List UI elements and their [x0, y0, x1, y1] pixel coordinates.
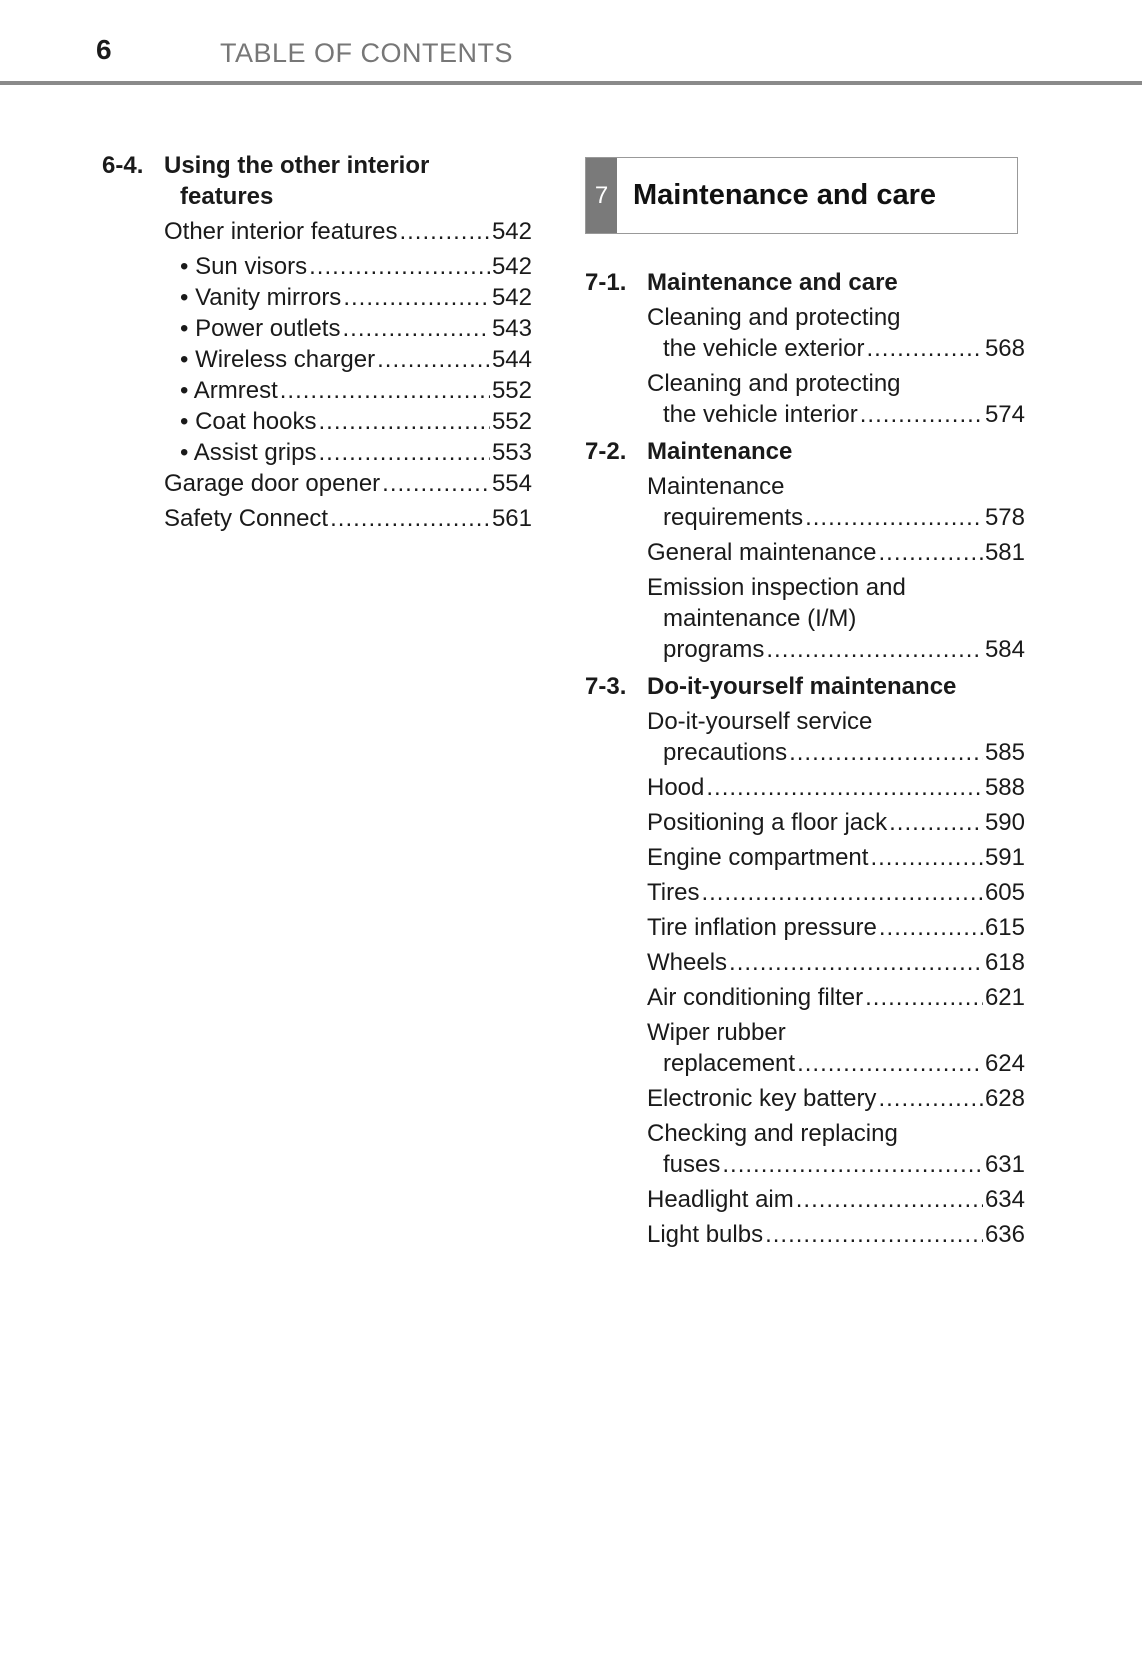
entry-text: fuses — [663, 1151, 721, 1178]
dot-leader — [701, 877, 983, 908]
page-number-ref: 542 — [491, 253, 532, 280]
toc-leader-line — [647, 842, 1025, 873]
toc-leader-line — [647, 912, 1025, 943]
section-number: 6-4. — [102, 152, 144, 179]
toc-entry[interactable] — [585, 706, 1025, 768]
entry-text: Air conditioning filter — [647, 984, 864, 1011]
section-number: 7-1. — [585, 269, 627, 296]
page-number: 6 — [96, 34, 112, 65]
dot-leader — [796, 1184, 983, 1215]
left-column — [102, 150, 532, 538]
toc-leader-line — [164, 503, 532, 534]
entry-text: Garage door opener — [164, 470, 381, 497]
dot-leader — [860, 399, 983, 430]
entry-text: • Armrest — [180, 377, 278, 404]
toc-entry[interactable] — [585, 368, 1025, 430]
entry-text: Electronic key battery — [647, 1085, 877, 1112]
section-title-line2: features — [180, 183, 274, 210]
page-number-ref: 605 — [984, 879, 1025, 906]
entry-text: • Sun visors — [180, 253, 308, 280]
entry-text: Headlight aim — [647, 1186, 794, 1213]
toc-entry[interactable] — [102, 375, 532, 406]
chapter-number-tab: 7 — [586, 158, 617, 233]
toc-leader-line — [647, 1048, 1025, 1079]
toc-entry[interactable] — [585, 842, 1025, 873]
toc-entry[interactable] — [585, 1219, 1025, 1250]
toc-leader-line — [647, 399, 1025, 430]
section-title[interactable]: Do-it-yourself maintenance — [647, 673, 957, 700]
entry-text: • Vanity mirrors — [180, 284, 342, 311]
dot-leader — [343, 282, 490, 313]
entry-text: Engine compartment — [647, 844, 869, 871]
entry-text: Safety Connect — [164, 505, 329, 532]
toc-leader-line — [647, 1184, 1025, 1215]
toc-entry[interactable] — [102, 282, 532, 313]
header-divider — [0, 81, 1142, 85]
page-number-ref: 624 — [984, 1050, 1025, 1077]
dot-leader — [399, 216, 490, 247]
dot-leader — [866, 333, 983, 364]
toc-entry[interactable] — [102, 313, 532, 344]
entry-line: Emission inspection and — [647, 574, 906, 601]
dot-leader — [722, 1149, 983, 1180]
entry-text: the vehicle exterior — [663, 335, 865, 362]
toc-entry[interactable] — [585, 877, 1025, 908]
page-number-ref: 542 — [491, 284, 532, 311]
section-heading-6-4 — [102, 150, 532, 212]
dot-leader — [729, 947, 983, 978]
toc-entry[interactable] — [102, 406, 532, 437]
toc-entry[interactable] — [585, 982, 1025, 1013]
toc-entry[interactable] — [585, 1017, 1025, 1079]
toc-leader-line — [647, 982, 1025, 1013]
entry-text: the vehicle interior — [663, 401, 858, 428]
chapter-header[interactable] — [585, 157, 1018, 234]
entry-text: • Coat hooks — [180, 408, 317, 435]
dot-leader — [765, 1219, 983, 1250]
toc-leader-line — [647, 1083, 1025, 1114]
entry-text: • Wireless charger — [180, 346, 376, 373]
toc-leader-line — [164, 216, 532, 247]
dot-leader — [377, 344, 490, 375]
page-number-ref: 585 — [984, 739, 1025, 766]
dot-leader — [330, 503, 490, 534]
dot-leader — [870, 842, 983, 873]
toc-leader-line — [164, 282, 532, 313]
toc-entry[interactable] — [585, 302, 1025, 364]
entry-text: Tire inflation pressure — [647, 914, 877, 941]
toc-leader-line — [647, 947, 1025, 978]
entry-text: Wheels — [647, 949, 728, 976]
toc-leader-line — [647, 333, 1025, 364]
dot-leader — [706, 772, 983, 803]
page-number-ref: 544 — [491, 346, 532, 373]
page-number-ref: 590 — [984, 809, 1025, 836]
dot-leader — [280, 375, 490, 406]
page-number-ref: 568 — [984, 335, 1025, 362]
section-title[interactable]: Maintenance — [647, 438, 793, 465]
toc-leader-line — [164, 406, 532, 437]
page-number-ref: 542 — [491, 218, 532, 245]
toc-entry[interactable] — [585, 471, 1025, 533]
toc-leader-line — [164, 313, 532, 344]
entry-text: General maintenance — [647, 539, 877, 566]
entry-line: Maintenance — [647, 473, 785, 500]
entry-line: Cleaning and protecting — [647, 370, 901, 397]
entry-text: Light bulbs — [647, 1221, 764, 1248]
toc-leader-line — [164, 375, 532, 406]
page-number-ref: 636 — [984, 1221, 1025, 1248]
toc-leader-line — [647, 537, 1025, 568]
toc-leader-line — [647, 1149, 1025, 1180]
toc-leader-line — [164, 344, 532, 375]
entry-text: requirements — [663, 504, 804, 531]
section-heading — [585, 436, 1025, 467]
dot-leader — [342, 313, 489, 344]
toc-entry[interactable] — [102, 437, 532, 468]
toc-entry[interactable] — [102, 344, 532, 375]
entry-text: Hood — [647, 774, 705, 801]
page-number-ref: 584 — [984, 636, 1025, 663]
page-number-ref: 618 — [984, 949, 1025, 976]
page-number-ref: 552 — [491, 377, 532, 404]
toc-leader-line — [647, 737, 1025, 768]
dot-leader — [878, 1083, 983, 1114]
toc-leader-line — [647, 772, 1025, 803]
page-number-ref: 561 — [491, 505, 532, 532]
dot-leader — [382, 468, 490, 499]
page-number-ref: 553 — [491, 439, 532, 466]
section-number: 7-3. — [585, 673, 627, 700]
entry-line: Cleaning and protecting — [647, 304, 901, 331]
page-number-ref: 552 — [491, 408, 532, 435]
dot-leader — [318, 437, 490, 468]
entry-line: Do-it-yourself service — [647, 708, 873, 735]
section-heading — [585, 267, 1025, 298]
dot-leader — [797, 1048, 983, 1079]
toc-entry[interactable] — [585, 572, 1025, 665]
entry-text: programs — [663, 636, 765, 663]
entry-text: replacement — [663, 1050, 796, 1077]
page-number-ref: 615 — [984, 914, 1025, 941]
toc-entry[interactable] — [585, 537, 1025, 568]
toc-leader-line — [647, 807, 1025, 838]
toc-leader-line — [164, 251, 532, 282]
dot-leader — [318, 406, 489, 437]
page-number-ref: 554 — [491, 470, 532, 497]
toc-entry[interactable] — [102, 251, 532, 282]
dot-leader — [766, 634, 983, 665]
entry-text: precautions — [663, 739, 788, 766]
toc-leader-line — [164, 468, 532, 499]
entry-text: Other interior features — [164, 218, 398, 245]
left-entry-list — [102, 216, 532, 534]
toc-entry[interactable] — [102, 216, 532, 247]
page-number-ref: 591 — [984, 844, 1025, 871]
page-number-ref: 631 — [984, 1151, 1025, 1178]
toc-leader-line — [647, 877, 1025, 908]
entry-text: • Power outlets — [180, 315, 341, 342]
dot-leader — [865, 982, 983, 1013]
toc-entry[interactable] — [102, 468, 532, 499]
dot-leader — [805, 502, 983, 533]
page-number-ref: 634 — [984, 1186, 1025, 1213]
entry-text: Tires — [647, 879, 700, 906]
section-title-line1: Using the other interior — [164, 152, 430, 179]
page-number-ref: 588 — [984, 774, 1025, 801]
page-number-ref: 621 — [984, 984, 1025, 1011]
toc-leader-line — [647, 502, 1025, 533]
right-section-list — [585, 267, 1025, 1250]
section-heading — [585, 671, 1025, 702]
toc-leader-line — [164, 437, 532, 468]
toc-leader-line — [647, 634, 1025, 665]
dot-leader — [789, 737, 983, 768]
dot-leader — [889, 807, 983, 838]
chapter-title: Maintenance and care — [633, 179, 936, 211]
entry-line: Checking and replacing — [647, 1120, 898, 1147]
section-title[interactable] — [164, 150, 532, 212]
entry-text: Positioning a floor jack — [647, 809, 888, 836]
toc-entry[interactable] — [102, 503, 532, 534]
toc-entry[interactable] — [585, 1184, 1025, 1215]
page-number-ref: 628 — [984, 1085, 1025, 1112]
dot-leader — [879, 912, 983, 943]
dot-leader — [878, 537, 982, 568]
toc-entry[interactable] — [585, 1083, 1025, 1114]
toc-entry[interactable] — [585, 912, 1025, 943]
header-title: TABLE OF CONTENTS — [220, 38, 514, 68]
toc-entry[interactable] — [585, 772, 1025, 803]
entry-line: Wiper rubber — [647, 1019, 786, 1046]
right-column — [585, 157, 1025, 1254]
page-number-ref: 543 — [491, 315, 532, 342]
section-number: 7-2. — [585, 438, 627, 465]
entry-text: • Assist grips — [180, 439, 317, 466]
toc-entry[interactable] — [585, 1118, 1025, 1180]
page-number-ref: 574 — [984, 401, 1025, 428]
toc-entry[interactable] — [585, 947, 1025, 978]
toc-leader-line — [647, 1219, 1025, 1250]
section-title[interactable]: Maintenance and care — [647, 269, 898, 296]
page-number-ref: 578 — [984, 504, 1025, 531]
page-number-ref: 581 — [984, 539, 1025, 566]
dot-leader — [309, 251, 490, 282]
toc-entry[interactable] — [585, 807, 1025, 838]
entry-line: maintenance (I/M) — [663, 605, 857, 632]
